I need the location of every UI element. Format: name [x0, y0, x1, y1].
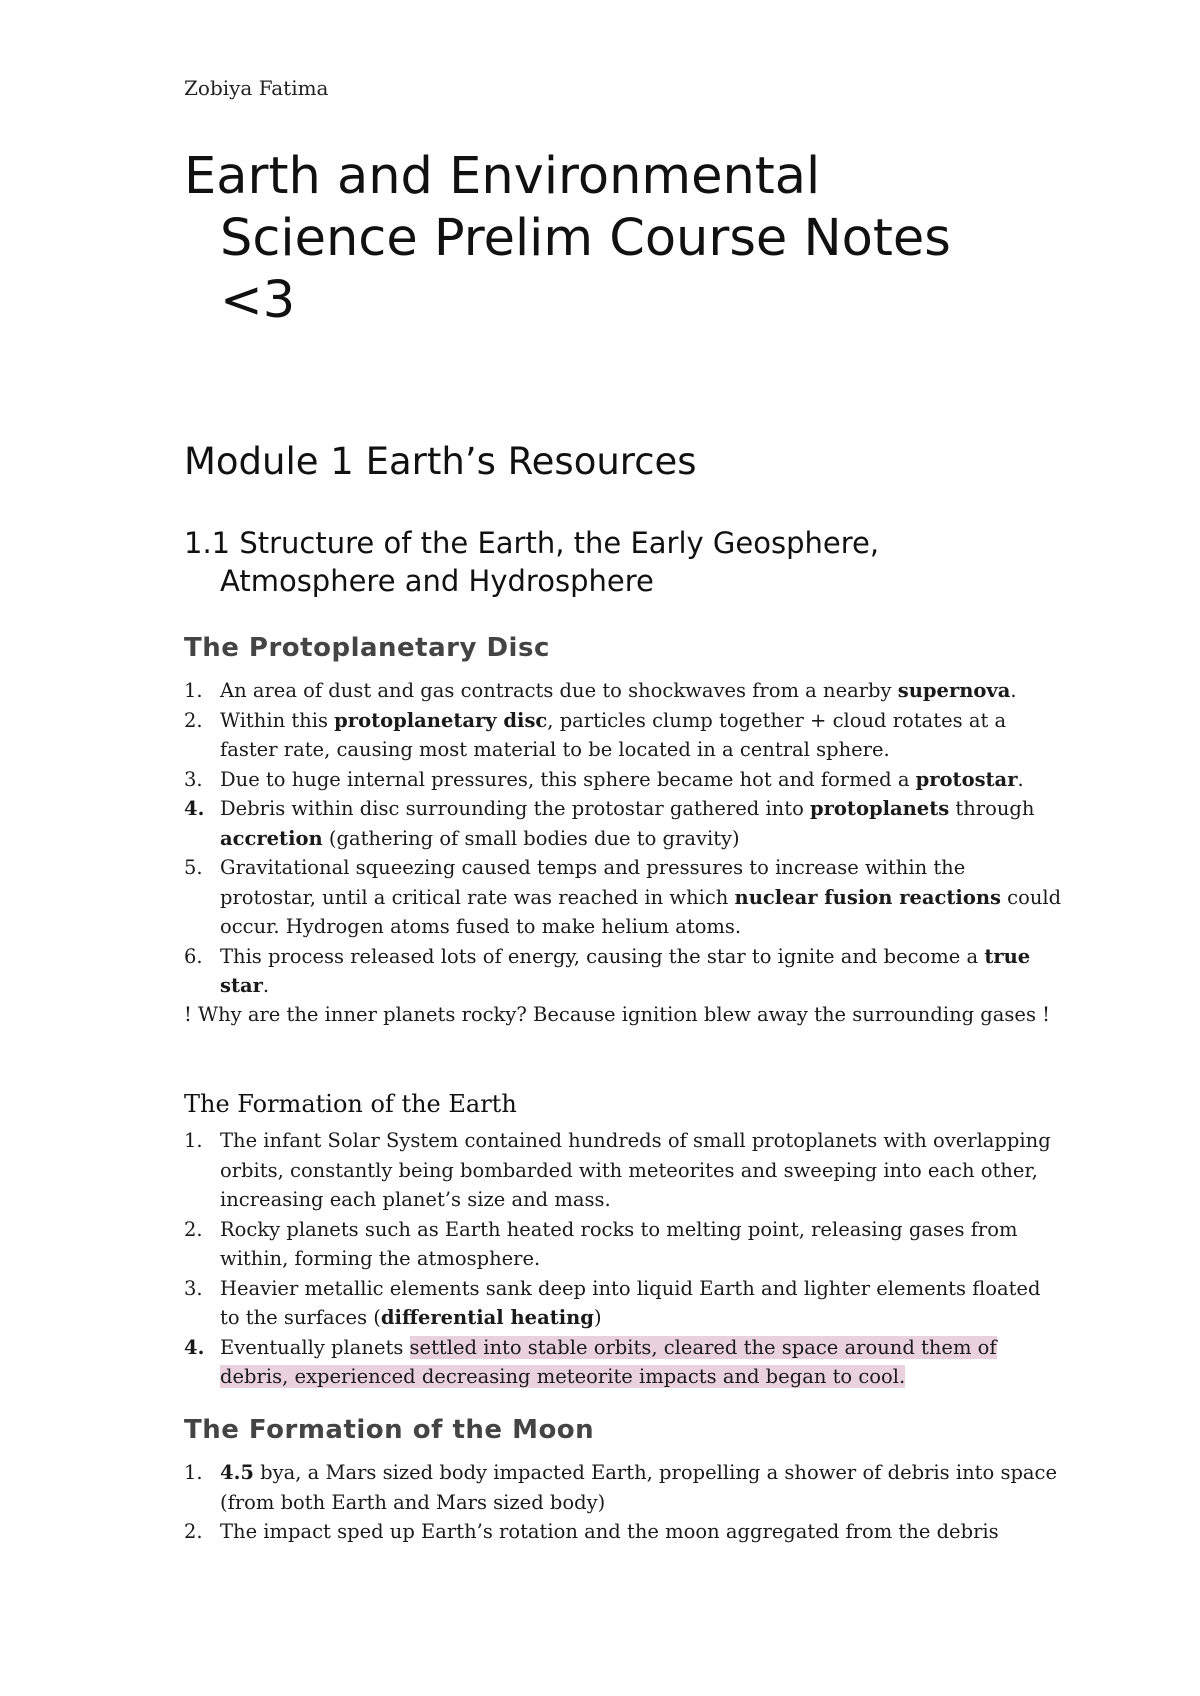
item-text: The infant Solar System contained hundreds of small protoplanets with overlapping orbits, constantly being bombarded with meteorites and sweeping into each other, increasing each planet’s size and mass.: [220, 1129, 1051, 1211]
document-title: [184, 146, 1084, 332]
rocky-planets-note: ! Why are the inner planets rocky? Because ignition blew away the surrounding gases !: [184, 1003, 1051, 1026]
item-text: Gravitational squeezing caused temps and pressures to increase within the protostar, until a critical rate was reached in which: [220, 856, 966, 909]
list-item: [184, 942, 1064, 1001]
item-text: This process released lots of energy, causing the star to ignite and become a: [220, 944, 985, 968]
list-number: 2.: [184, 708, 203, 732]
list-number: 4.: [184, 1335, 205, 1359]
list-item: [184, 853, 1064, 942]
list-item: [184, 1333, 1064, 1392]
formation-moon-list: [184, 1458, 1064, 1547]
list-item: [184, 1458, 1064, 1517]
item-text: Within this: [220, 708, 335, 732]
title-line-2: Science Prelim Course Notes: [220, 209, 951, 268]
protoplanetary-list: [184, 676, 1064, 1001]
highlighted-text: settled into stable orbits, cleared the space around them of debris, experienced decreasing meteorite impacts and began to cool.: [220, 1335, 997, 1388]
formation-moon-heading: The Formation of the Moon: [184, 1415, 595, 1445]
list-item: [184, 1215, 1064, 1274]
list-number: 1.: [184, 1129, 203, 1152]
list-item: [184, 676, 1064, 706]
title-line-1: Earth and Environmental: [184, 147, 821, 206]
list-number: 2.: [184, 1520, 203, 1543]
item-text: could occur. Hydrogen atoms fused to make helium atoms.: [220, 885, 1062, 938]
item-text: The impact sped up Earth’s rotation and the moon aggregated from the debris: [220, 1520, 999, 1543]
item-text: bya, a Mars sized body impacted Earth, propelling a shower of debris into space (from both Earth and Mars sized body): [220, 1461, 1058, 1514]
item-bold-term: 4.5: [220, 1461, 254, 1484]
item-text: Rocky planets such as Earth heated rocks to melting point, releasing gases from within, forming the atmosphere.: [220, 1217, 1018, 1270]
item-text: ): [593, 1306, 602, 1329]
section-heading-line-1: 1.1 Structure of the Earth, the Early Geosphere,: [184, 526, 880, 560]
item-text: Due to huge internal pressures, this sphere became hot and formed a: [220, 767, 916, 791]
list-item: [184, 706, 1064, 765]
list-number: 4.: [184, 797, 205, 820]
item-bold-term: protostar: [915, 767, 1018, 791]
module-heading: Module 1 Earth’s Resources: [184, 440, 697, 483]
item-bold-term: differential heating: [380, 1306, 594, 1329]
item-text: An area of dust and gas contracts due to shockwaves from a nearby: [220, 679, 898, 702]
item-text: , particles clump together + cloud rotates at a faster rate, causing most material to be located in a central sphere.: [220, 708, 1007, 761]
list-number: 3.: [184, 767, 203, 791]
section-heading-line-2: Atmosphere and Hydrosphere: [220, 564, 654, 598]
item-bold-term: accretion: [220, 826, 323, 850]
list-item: [184, 765, 1064, 795]
item-bold-term: supernova: [897, 679, 1011, 702]
list-number: 1.: [184, 1461, 203, 1484]
formation-earth-list: [184, 1126, 1064, 1392]
formation-earth-heading: The Formation of the Earth: [184, 1090, 517, 1118]
title-line-3: <3: [220, 271, 296, 330]
item-text: through: [949, 797, 1035, 820]
item-text: Heavier metallic elements sank deep into liquid Earth and lighter elements floated to the surfaces (: [220, 1276, 1041, 1329]
list-number: 2.: [184, 1217, 203, 1241]
item-bold-term: protoplanets: [810, 797, 950, 820]
list-number: 5.: [184, 856, 203, 879]
list-number: 3.: [184, 1276, 203, 1300]
item-text: (gathering of small bodies due to gravity): [322, 826, 740, 850]
item-text: .: [1010, 679, 1017, 702]
item-bold-term: true star: [220, 944, 1031, 997]
item-text: .: [262, 974, 270, 997]
protoplanetary-heading: The Protoplanetary Disc: [184, 633, 550, 663]
item-text: Eventually planets: [220, 1335, 410, 1359]
list-item: [184, 1126, 1064, 1215]
item-text: .: [1017, 767, 1024, 791]
list-item: [184, 1517, 1064, 1547]
item-text: Debris within disc surrounding the protostar gathered into: [220, 797, 811, 820]
author-name: Zobiya Fatima: [184, 76, 329, 100]
list-item: [184, 794, 1064, 853]
section-heading: [184, 524, 1084, 600]
list-number: 1.: [184, 679, 203, 702]
list-number: 6.: [184, 944, 203, 968]
list-item: [184, 1274, 1064, 1333]
item-bold-term: protoplanetary disc: [334, 708, 548, 732]
item-bold-term: nuclear fusion reactions: [734, 885, 1001, 909]
